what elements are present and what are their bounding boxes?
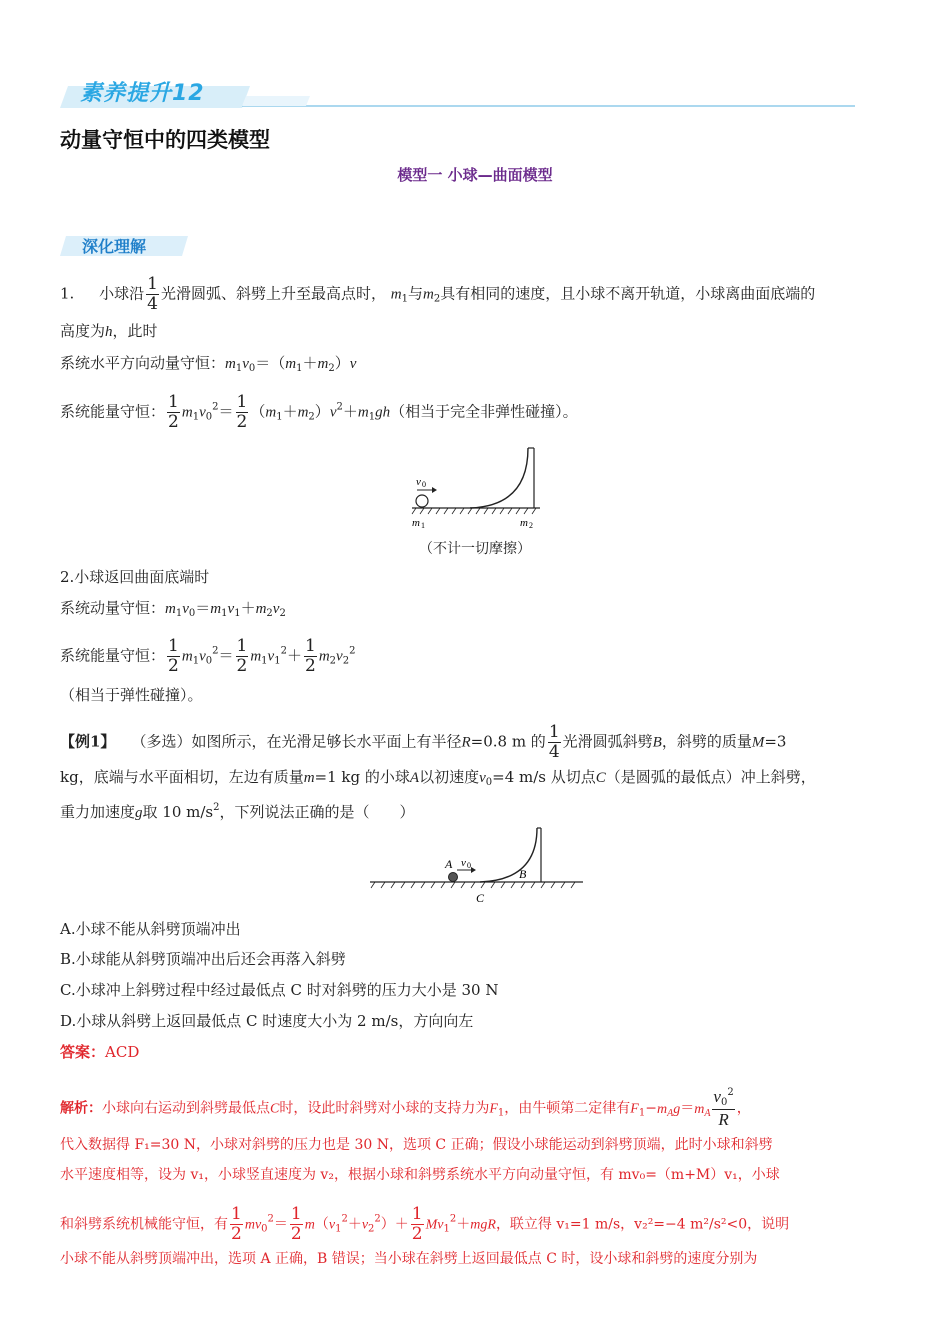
svg-text:m: m: [520, 517, 528, 529]
eq3-label: 系统动量守恒：: [60, 599, 166, 617]
example-line3: 重力加速度g取 10 $m/s^2$，下列说法正确的是（ ）: [60, 802, 415, 821]
example-line2: kg，底端与水平面相切，左边有质量m=1 kg 的小球A以初速度$v_0=4$ m/s 从切点C（是圆弧的最低点）冲上斜劈，: [60, 768, 816, 788]
svg-text:C: C: [476, 891, 485, 905]
figure1-caption: （不计一切摩擦）: [419, 541, 531, 557]
ex-t3: 重力加速度: [60, 803, 136, 821]
svg-text:2: 2: [529, 521, 533, 530]
ex-t2e: （是圆弧的最低点）冲上斜劈，: [605, 768, 816, 786]
ex-t1b: =0.8 m 的: [470, 732, 546, 751]
p1-line1: 1. 小球沿 $\frac{1}{4}$ 光滑圆弧、斜劈上升至最高点时， $m_1$与$m_2$具有相同的速度，且小球不离开轨道，小球离曲面底端的: [60, 274, 816, 314]
figure-ball-curve-1: [400, 440, 560, 530]
ex-t1: （多选）如图所示，在光滑足够长水平面上有半径: [131, 732, 462, 751]
banner-title: 素养提升12: [80, 81, 205, 106]
momentum-eq-1: 系统水平方向动量守恒：$m_1v_0=(m_1+m_2)v$: [60, 354, 357, 374]
example-line1: 【例1】 （多选）如图所示，在光滑足够长水平面上有半径R=0.8 m 的 $\frac{1}{4}$ 光滑圆弧斜劈B，斜劈的质量M=3: [60, 722, 787, 762]
p1-t4: 具有相同的速度，且小球不离开轨道，小球离曲面底端的: [440, 284, 816, 303]
answer-value: ACD: [105, 1043, 140, 1061]
energy-eq-1: 系统能量守恒： $\frac{1}{2}$ $m_1v_0^2=$ $\frac{1}{2}$ $(m_1+m_2)v^2+m_1gh$（相当于完全非弹性碰撞）。: [60, 392, 578, 432]
ball-icon: [416, 495, 428, 507]
svg-text:v: v: [416, 476, 421, 488]
option-d: D.小球从斜劈上返回最低点 C 时速度大小为 2 m/s，方向向左: [60, 1012, 474, 1030]
eq2-label: 系统能量守恒：: [60, 402, 166, 421]
svg-text:0: 0: [467, 861, 471, 870]
p1-t6: ，此时: [112, 322, 158, 340]
example-tag: 【例1】: [60, 732, 116, 751]
p1-t3: 与: [407, 284, 423, 303]
p1-t1: 小球沿: [99, 284, 145, 303]
p1-line2: 高度为h，此时: [60, 322, 158, 340]
svg-text:0: 0: [422, 480, 426, 489]
eq2-note: （相当于完全非弹性碰撞）。: [390, 402, 578, 421]
ex-t1d: ，斜劈的质量: [661, 732, 752, 751]
p1-t2: 光滑圆弧、斜劈上升至最高点时，: [160, 284, 386, 303]
an-l1b: 时，设此时斜劈对小球的支持力为: [279, 1100, 490, 1117]
eq4-label: 系统能量守恒：: [60, 646, 166, 665]
an-l4b: ，联立得 v₁=1 m/s，v₂²=−4 m²/s²<0，说明: [495, 1216, 790, 1233]
p1-t5: 高度为: [60, 322, 106, 340]
ex-t2d: =4 m/s 从切点: [492, 768, 596, 786]
model-title: 模型一 小球—曲面模型: [397, 166, 553, 184]
page-title: 动量守恒中的四类模型: [60, 128, 270, 152]
quarter-fraction: $\frac{1}{4}$: [147, 274, 158, 314]
section-tag-label: 深化理解: [82, 237, 147, 256]
analysis-line3: 水平速度相等，设为 v₁，小球竖直速度为 v₂，根据小球和斜劈系统水平方向动量守恒，有 mv₀=（m+M）v₁，小球: [60, 1167, 780, 1183]
analysis-label: 解析：: [60, 1100, 102, 1117]
p2-note: （相当于弹性碰撞）。: [60, 686, 203, 704]
p2-title: 2.小球返回曲面底端时: [60, 568, 210, 586]
energy-eq-2: 系统能量守恒： $\frac{1}{2}$ $m_1v_0^2=$ $\frac{1}{2}$ $m_1v_1^2+$ $\frac{1}{2}$ $m_2v_2^2$: [60, 636, 356, 676]
ex-t2: kg，底端与水平面相切，左边有质量: [60, 768, 304, 786]
option-c: C.小球冲上斜劈过程中经过最低点 C 时对斜劈的压力大小是 30 N: [60, 981, 499, 999]
ex-t3c: ，下列说法正确的是（ ）: [219, 803, 415, 821]
p1-prefix: 1.: [60, 284, 75, 303]
ex-t2b: =1 kg 的小球: [314, 768, 410, 786]
figure-ball-curve-2: [365, 826, 590, 908]
ex-t1e: =3: [764, 732, 787, 751]
section-tag: [60, 232, 190, 258]
answer-label: 答案：: [60, 1043, 106, 1061]
answer-line: [60, 1041, 139, 1063]
svg-text:A: A: [445, 857, 453, 871]
an-l1c: ，由牛顿第二定律有: [504, 1100, 631, 1117]
analysis-line5: 小球不能从斜劈顶端冲出，选项 A 正确，B 错误；当小球在斜劈上返回最低点 C 时，设小球和斜劈的速度分别为: [60, 1251, 758, 1267]
eq1-label: 系统水平方向动量守恒：: [60, 354, 226, 372]
option-a: A.小球不能从斜劈顶端冲出: [60, 920, 241, 938]
an-l1a: 小球向右运动到斜劈最低点: [102, 1100, 270, 1117]
svg-text:m: m: [412, 517, 420, 529]
ball-a-icon: [449, 873, 458, 882]
analysis-line4: 和斜劈系统机械能守恒，有 $\frac{1}{2}$ $mv_0^2=$ $\frac{1}{2}$ $m(v_1^2+v_2^2)+$ $\frac{1}{2}$ $Mv_1^2+mgR$，联立得 v₁=1 m/s，v₂²=−4 m²/s²<0，说明: [60, 1204, 790, 1244]
ex-t3b: 取 10 m/s: [142, 803, 214, 821]
analysis-line1: 解析：小球向右运动到斜劈最低点C时，设此时斜劈对小球的支持力为$F_1$，由牛顿第二定律有$F_1-m_Ag=m_A$ $\frac{v_0^2}{R}$ ，: [60, 1087, 751, 1129]
an-l4a: 和斜劈系统机械能守恒，有: [60, 1216, 228, 1233]
momentum-eq-2: 系统动量守恒：$m_1v_0=m_1v_1+m_2v_2$: [60, 599, 286, 619]
svg-text:B: B: [519, 867, 527, 881]
option-b: B.小球能从斜劈顶端冲出后还会再落入斜劈: [60, 950, 346, 968]
ex-t1c: 光滑圆弧斜劈: [562, 732, 653, 751]
svg-text:v: v: [461, 857, 466, 869]
svg-text:1: 1: [421, 521, 425, 530]
analysis-line2: 代入数据得 F₁=30 N，小球对斜劈的压力也是 30 N，选项 C 正确；假设小球能运动到斜劈顶端，此时小球和斜劈: [60, 1137, 773, 1153]
ex-t2c: 以初速度: [419, 768, 480, 786]
